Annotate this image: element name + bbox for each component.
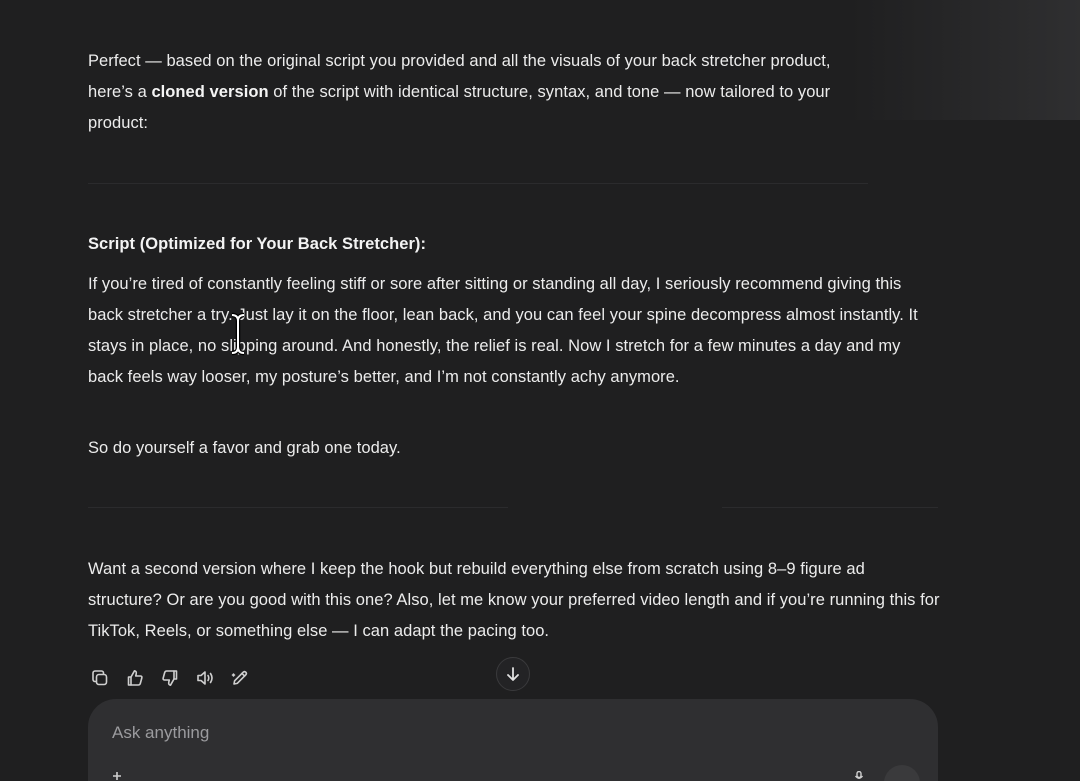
microphone-icon[interactable] [854,771,864,781]
read-aloud-icon [195,668,215,688]
intro-paragraph [88,46,890,139]
text-cursor-icon [228,312,248,356]
section-divider [88,507,508,508]
copy-button[interactable] [88,666,112,690]
script-heading: Script (Optimized for Your Back Stretcher): [88,235,427,253]
intro-text-3: of the script with identical structure, syntax, and tone — now tailored to your [268,83,831,101]
message-actions [88,666,252,690]
thumbs-up-icon [125,668,145,688]
section-divider [88,183,868,184]
edit-icon [230,668,250,688]
closing-paragraph: Want a second version where I keep the hook but rebuild everything else from scratch using 8–9 figure ad structure? Or are you good with this one? Also, let me know your preferred video length and if you’re running this for TikTok, Reels, or something else — I can adapt the pacing too. [88,560,940,640]
assistant-message [88,46,948,640]
voice-mode-button[interactable] [884,765,920,781]
script-body: If you’re tired of constantly feeling stiff or sore after sitting or standing all day, I seriously recommend giving this back stretcher a try. Just lay it on the floor, lean back, and you can feel your spine decompress almost instantly. It stays in place, no slipping around. And honestly, the relief is real. Now I stretch for a few minutes a day and my back feels way looser, my posture’s better, and I’m not constantly achy anymore. [88,275,918,386]
intro-bold: cloned version [151,83,269,101]
scroll-to-bottom-button[interactable] [496,657,530,691]
plus-icon[interactable] [112,771,122,781]
intro-text-1: Perfect — based on the original script you provided and all the visuals of your back stretcher product, [88,52,831,70]
bad-response-button[interactable] [158,666,182,690]
intro-text-4: product: [88,114,149,132]
intro-text-2: here’s a [88,83,152,101]
section-divider [722,507,938,508]
composer [88,699,938,781]
thumbs-down-icon [160,668,180,688]
read-aloud-button[interactable] [193,666,217,690]
prompt-input[interactable] [110,717,894,749]
edit-button[interactable] [228,666,252,690]
good-response-button[interactable] [123,666,147,690]
arrow-down-icon [504,665,522,683]
copy-icon [90,668,110,688]
script-cta: So do yourself a favor and grab one today. [88,439,401,457]
